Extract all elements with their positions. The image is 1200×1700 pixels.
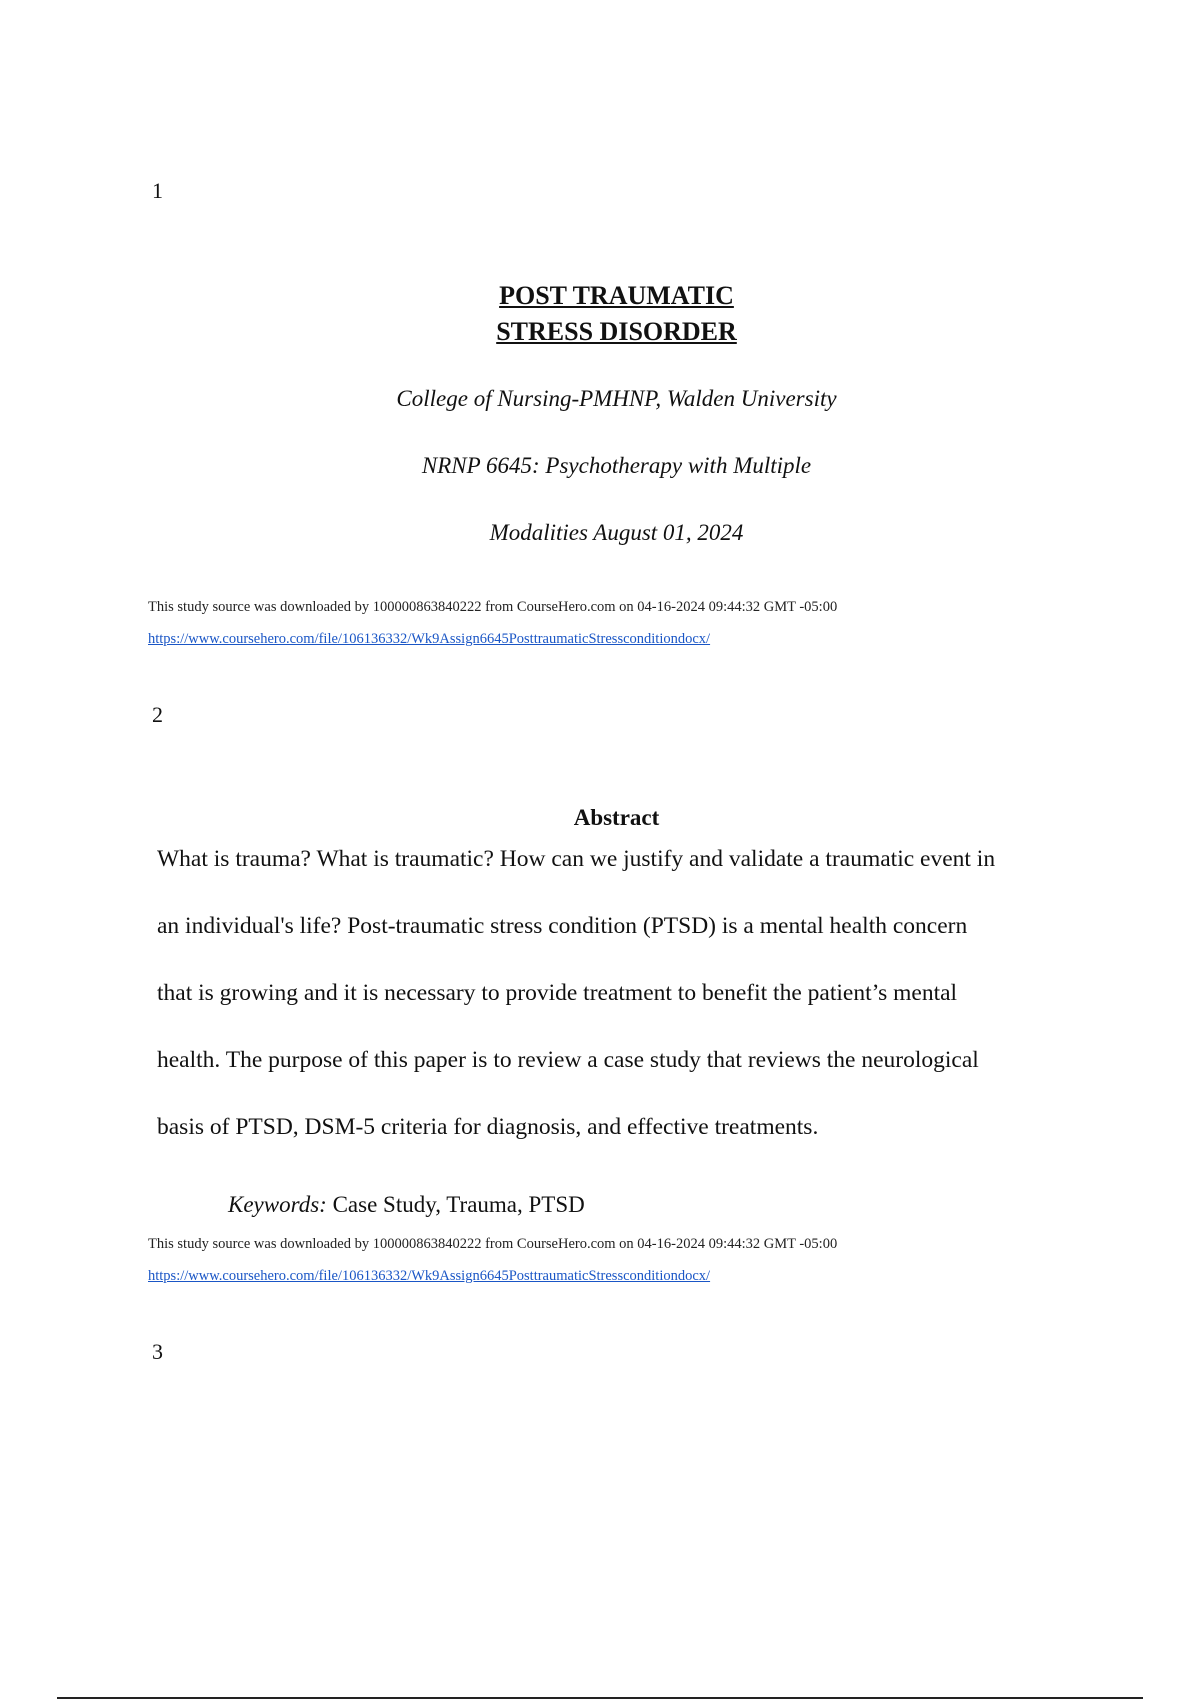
page-number-1: 1 — [152, 178, 163, 203]
modalities-date-line: Modalities August 01, 2024 — [489, 520, 744, 545]
source-link[interactable]: https://www.coursehero.com/file/106136332/Wk9Assign6645PosttraumaticStressconditiondocx/ — [148, 1268, 711, 1284]
keywords-label: Keywords: — [228, 1192, 327, 1217]
page-number-2: 2 — [152, 702, 163, 727]
abstract-line: that is growing and it is necessary to provide treatment to benefit the patient’s mental — [157, 980, 958, 1006]
page-divider — [57, 1697, 1143, 1699]
keywords-value: Case Study, Trauma, PTSD — [332, 1192, 585, 1217]
abstract-line: basis of PTSD, DSM-5 criteria for diagnosis, and effective treatments. — [157, 1114, 819, 1140]
page-number-3: 3 — [152, 1339, 163, 1364]
abstract-line: What is trauma? What is traumatic? How can we justify and validate a traumatic event in — [157, 846, 996, 872]
abstract-heading: Abstract — [573, 805, 660, 830]
abstract-body — [157, 826, 1057, 1161]
download-notice: This study source was downloaded by 100000863840222 from CourseHero.com on 04-16-2024 09:44:32 GMT -05:00 — [148, 1236, 838, 1252]
course-line: NRNP 6645: Psychotherapy with Multiple — [421, 453, 812, 478]
source-link[interactable]: https://www.coursehero.com/file/106136332/Wk9Assign6645PosttraumaticStressconditiondocx/ — [148, 631, 711, 647]
college-line: College of Nursing-PMHNP, Walden University — [396, 386, 837, 411]
title-line-1: POST TRAUMATIC — [499, 281, 734, 310]
abstract-line: health. The purpose of this paper is to review a case study that reviews the neurological — [157, 1047, 979, 1073]
keywords-line — [228, 1193, 585, 1216]
title-line-2: STRESS DISORDER — [496, 317, 737, 346]
download-notice: This study source was downloaded by 100000863840222 from CourseHero.com on 04-16-2024 09:44:32 GMT -05:00 — [148, 599, 838, 615]
abstract-line: an individual's life? Post-traumatic stress condition (PTSD) is a mental health concern — [157, 913, 968, 939]
